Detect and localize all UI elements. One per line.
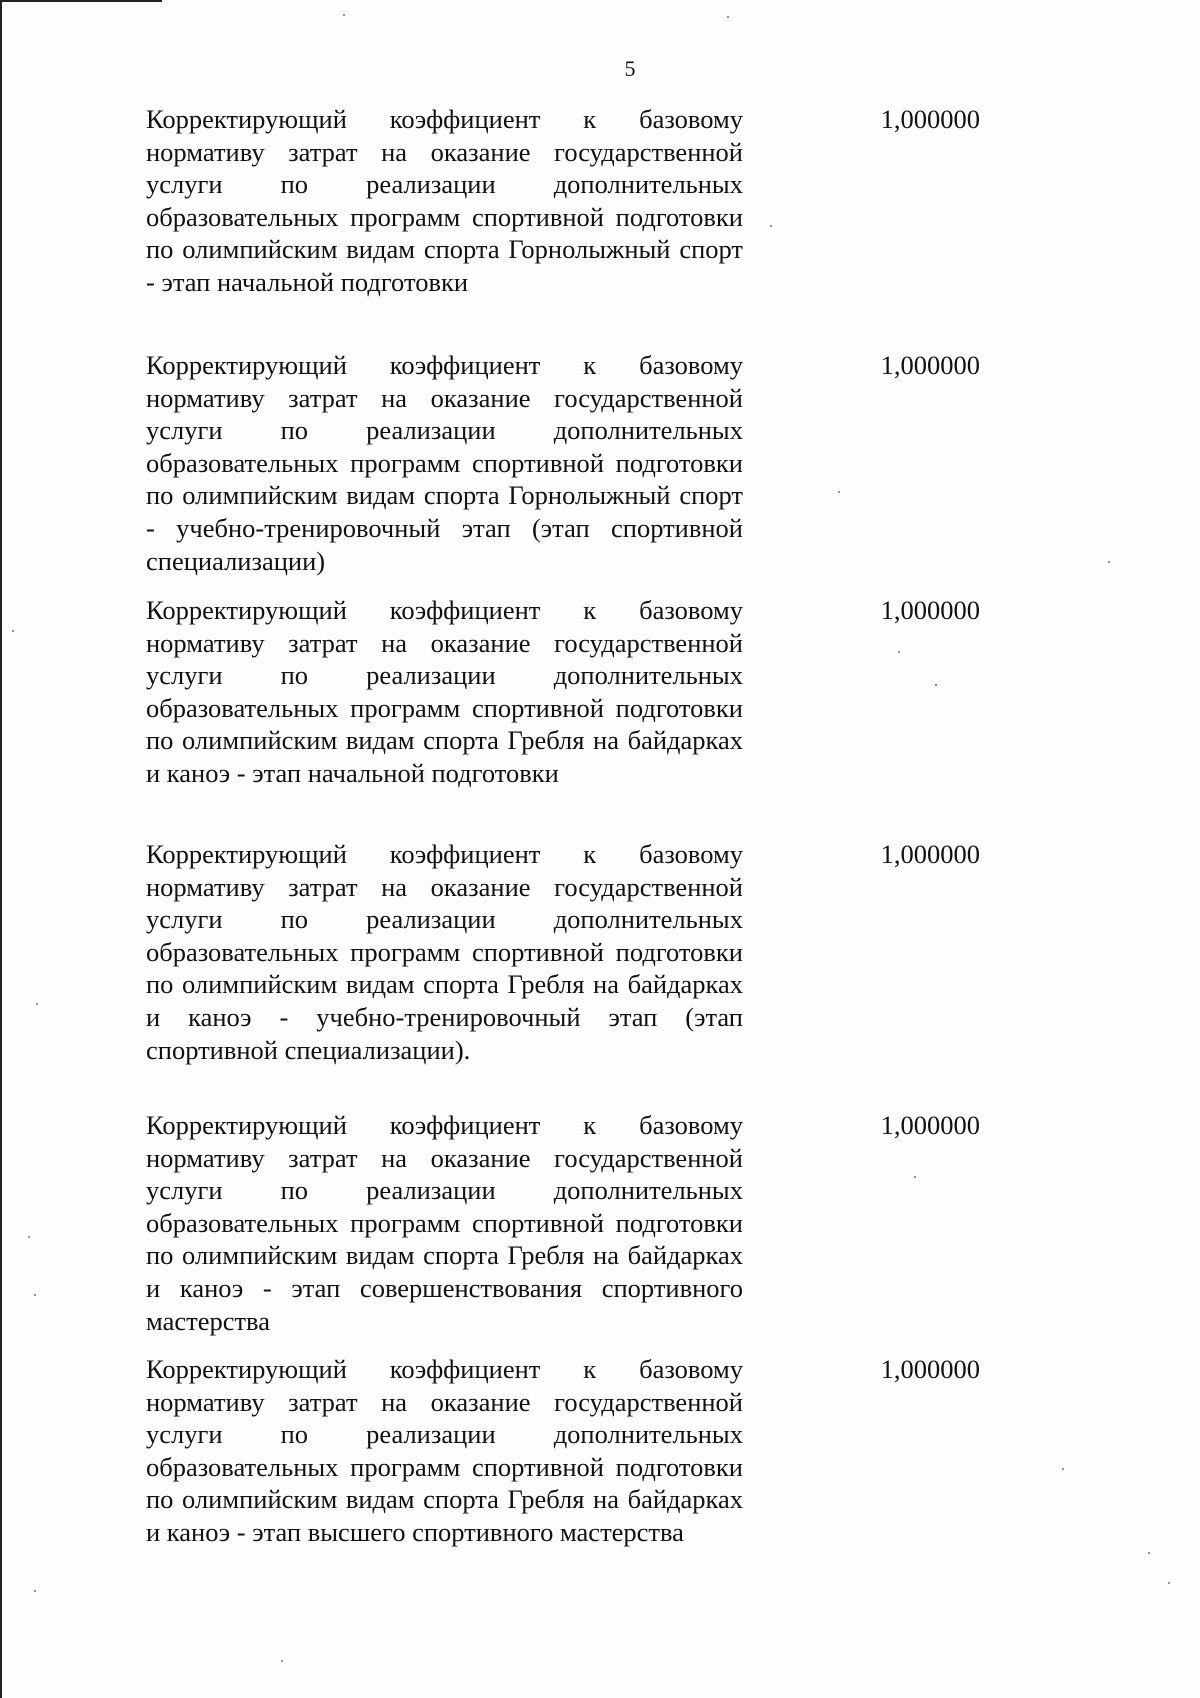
scan-speck — [838, 491, 840, 493]
scan-edge-top — [0, 0, 162, 2]
scan-speck — [343, 14, 345, 16]
entry-coefficient-value: 1,000000 — [880, 1354, 980, 1384]
scan-speck — [34, 1590, 36, 1592]
scan-speck — [34, 1294, 36, 1296]
scan-speck — [727, 16, 729, 18]
entry-description: Корректирующий коэффициент к базовому нормативу затрат на оказание государственной услуги по реализации дополнительных образовательных программ спортивной подготовки по олимпийским видам спорта Горнолыжный спорт - этап начальной подготовки — [146, 104, 743, 297]
entry-description: Корректирующий коэффициент к базовому нормативу затрат на оказание государственной услуги по реализации дополнительных образовательных программ спортивной подготовки по олимпийским видам спорта Гребля на байдарках и каноэ - этап высшего спортивного мастерства — [146, 1354, 743, 1547]
scan-speck — [1108, 561, 1110, 563]
scan-speck — [898, 651, 900, 653]
entry-coefficient-value: 1,000000 — [880, 350, 980, 380]
entry-description: Корректирующий коэффициент к базовому нормативу затрат на оказание государственной услуги по реализации дополнительных образовательных программ спортивной подготовки по олимпийским видам спорта Гребля на байдарках и каноэ - учебно-тренировочный этап (этап спортивной специализации). — [146, 839, 743, 1065]
scan-speck — [12, 630, 14, 632]
scan-speck — [28, 1236, 30, 1238]
entry-description: Корректирующий коэффициент к базовому нормативу затрат на оказание государственной услуги по реализации дополнительных образовательных программ спортивной подготовки по олимпийским видам спорта Гребля на байдарках и каноэ - этап начальной подготовки — [146, 595, 743, 788]
entry-coefficient-value: 1,000000 — [880, 104, 980, 134]
page-number: 5 — [624, 56, 636, 81]
scan-speck — [1062, 1468, 1064, 1470]
scan-edge-left — [0, 0, 2, 1698]
entry-coefficient-value: 1,000000 — [880, 1110, 980, 1140]
scan-speck — [1148, 1552, 1150, 1554]
scan-speck — [36, 1003, 38, 1005]
scan-speck — [935, 684, 937, 686]
entry-description: Корректирующий коэффициент к базовому нормативу затрат на оказание государственной услуги по реализации дополнительных образовательных программ спортивной подготовки по олимпийским видам спорта Горнолыжный спорт - учебно-тренировочный этап (этап спортивной специализации) — [146, 350, 743, 576]
scan-speck — [914, 1176, 916, 1178]
scan-speck — [770, 225, 772, 227]
entry-coefficient-value: 1,000000 — [880, 839, 980, 869]
entry-description: Корректирующий коэффициент к базовому нормативу затрат на оказание государственной услуги по реализации дополнительных образовательных программ спортивной подготовки по олимпийским видам спорта Гребля на байдарках и каноэ - этап совершенствования спортивного мастерства — [146, 1110, 743, 1336]
scan-speck — [1168, 1582, 1170, 1584]
scan-speck — [281, 1660, 283, 1662]
entry-coefficient-value: 1,000000 — [880, 595, 980, 625]
